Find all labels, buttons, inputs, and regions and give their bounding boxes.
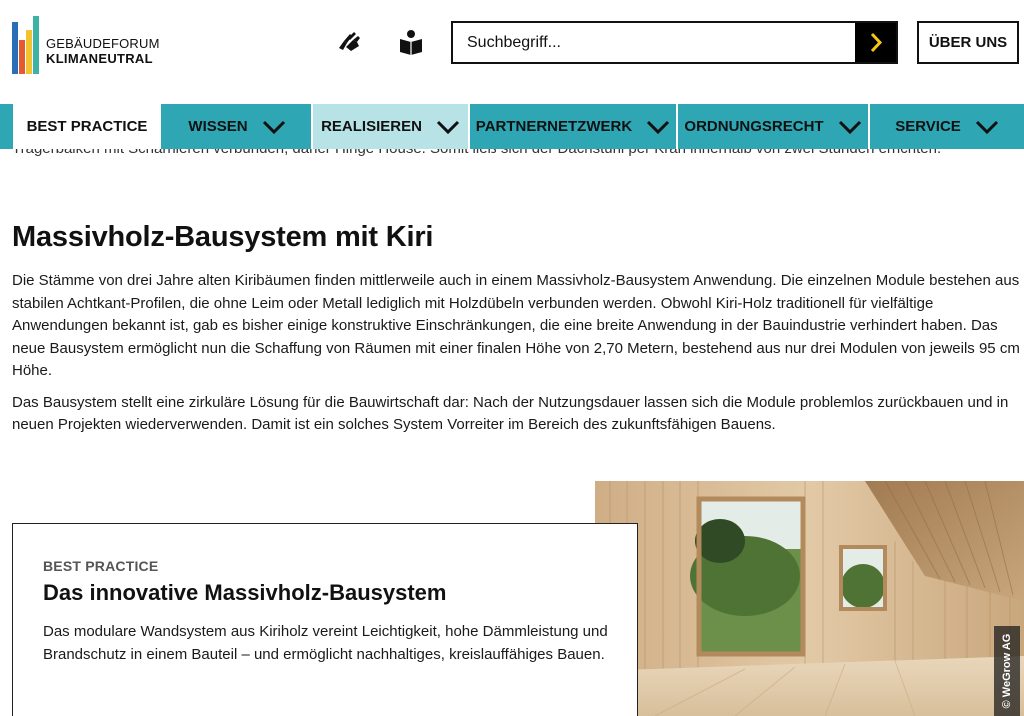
sign-language-icon[interactable] (335, 28, 363, 56)
card-title[interactable]: Das innovative Massivholz-Bausystem (43, 580, 447, 605)
article-section (12, 220, 1020, 446)
section-heading: Massivholz-Bausystem mit Kiri (12, 221, 434, 253)
site-logo[interactable] (12, 16, 172, 76)
nav-item-wissen[interactable] (163, 104, 311, 149)
search-input[interactable] (453, 23, 855, 62)
nav-item-best-practice[interactable] (13, 104, 161, 149)
chevron-right-icon (855, 23, 896, 62)
nav-label: SERVICE (895, 118, 961, 135)
teaser-card[interactable] (12, 523, 638, 716)
chevron-down-icon (646, 120, 670, 134)
logo-text (46, 36, 160, 66)
easy-reading-icon[interactable] (397, 28, 425, 56)
chevron-down-icon (838, 120, 862, 134)
card-kicker: BEST PRACTICE (43, 558, 159, 574)
main-navigation (0, 104, 1024, 149)
nav-item-realisieren[interactable] (313, 104, 468, 149)
room-photo (595, 481, 1024, 716)
search-submit-button[interactable] (855, 23, 896, 62)
nav-item-ordnungsrecht[interactable] (678, 104, 868, 149)
search-box (451, 21, 898, 64)
about-us-button[interactable]: ÜBER UNS (917, 21, 1019, 64)
nav-item-partnernetzwerk[interactable] (470, 104, 676, 149)
nav-label: BEST PRACTICE (26, 118, 148, 135)
paragraph: Das Bausystem stellt eine zirkuläre Lösung für die Bauwirtschaft dar: Nach der Nutzungsdauer lassen sich die Module problemlos zurückbauen und in neuen Projekten wiederverwenden. Damit ist ein solches System Vorreiter im Bereich des zukunftsfähigen Bauens. (12, 393, 1009, 433)
nav-label: PARTNERNETZWERK (475, 118, 633, 135)
logo-line1: GEBÄUDEFORUM (46, 36, 160, 51)
logo-line2: KLIMANEUTRAL (46, 51, 153, 66)
nav-label: ORDNUNGSRECHT (684, 118, 824, 135)
chevron-down-icon (262, 120, 286, 134)
card-text: Das modulare Wandsystem aus Kiriholz vereint Leichtigkeit, hohe Dämmleistung und Brandschutz in einem Bauteil – und ermöglicht nachhaltiges, kreislauffähiges Bauen. (43, 623, 608, 663)
nav-item-service[interactable] (870, 104, 1024, 149)
chevron-down-icon (436, 120, 460, 134)
nav-label: REALISIEREN (321, 118, 422, 135)
logo-mark (12, 16, 44, 76)
chevron-down-icon (975, 120, 999, 134)
photo-credit-text: © WeGrow AG (1001, 633, 1013, 709)
site-header (0, 0, 1024, 104)
paragraph: Die Stämme von drei Jahre alten Kiribäumen finden mittlerweile auch in einem Massivholz-Bausystem Anwendung. Die einzelnen Module bestehen aus stabilen Achtkant-Profilen, die ohne Leim oder Metall lediglich mit Holzdübeln verbunden werden. Obwohl Kiri-Holz traditionell für vielfältige Anwendungen bekannt ist, gab es bisher einige konstruktive Einschränkungen, die eine breite Anwendung in der Bauindustrie verhindert haben. Das neue Bausystem ermöglicht nun die Schaffung von Räumen mit einer finalen Höhe von 2,70 Metern, bestehend aus nur drei Modulen von jeweils 95 cm Höhe. (12, 272, 1020, 379)
photo-credit (994, 626, 1020, 716)
nav-label: WISSEN (188, 118, 248, 135)
